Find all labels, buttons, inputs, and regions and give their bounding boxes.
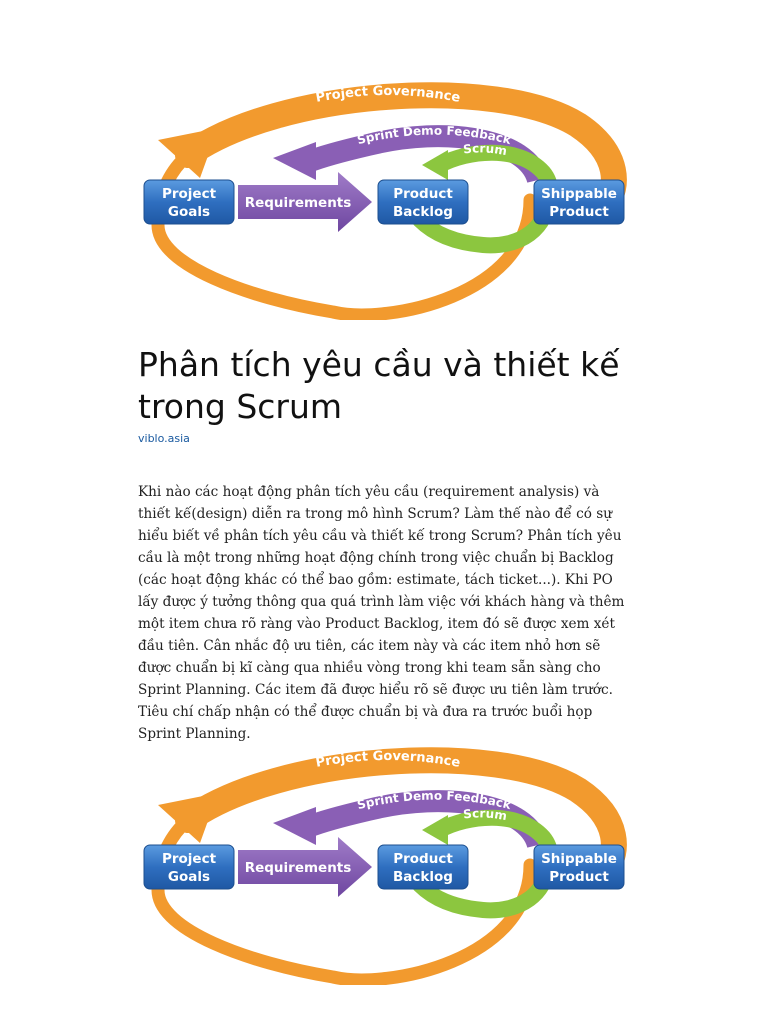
project-goals-box [144, 180, 234, 224]
project-goals-line1: Project [161, 186, 217, 202]
scrum-diagram-bottom [138, 745, 630, 985]
governance-label: Project Governance [314, 748, 462, 771]
requirements-label: Requirements [244, 860, 352, 876]
product-backlog-box [378, 845, 468, 889]
scrum-diagram-svg [138, 745, 630, 985]
project-goals-box [144, 845, 234, 889]
governance-label: Project Governance [314, 83, 462, 106]
scrum-label: Scrum [462, 806, 509, 824]
requirements-arrow [238, 837, 372, 897]
sprint-demo-feedback-label: Sprint Demo Feedback [355, 123, 513, 148]
shippable-product-line1: Shippable [541, 186, 617, 202]
project-goals-line2: Goals [167, 204, 211, 220]
shippable-product-line2: Product [549, 204, 609, 220]
source-link[interactable]: viblo.asia [138, 432, 190, 445]
shippable-product-line1: Shippable [541, 851, 617, 867]
shippable-product-box [534, 180, 624, 224]
product-backlog-line1: Product [393, 186, 453, 202]
article-body: Khi nào các hoạt động phân tích yêu cầu (requirement analysis) và thiết kế(design) diễn ra trong mô hình Scrum? Làm thế nào để có sự hiểu biết về phân tích yêu cầu và thiết kế trong Scrum? Phân tích yêu cầu là một trong những hoạt động chính trong việc chuẩn bị Backlog (các hoạt động khác có thể bao gồm: estimate, tách ticket...). Khi PO lấy được ý tưởng thông qua quá trình làm việc với khách hàng và thêm một item chưa rõ ràng vào Product Backlog, item đó sẽ được xem xét đầu tiên. Cân nhắc độ ưu tiên, các item này và các item nhỏ hơn sẽ được chuẩn bị kĩ càng qua nhiều vòng trong khi team sẵn sàng cho Sprint Planning. Các item đã được hiểu rõ sẽ được ưu tiên làm trước. Tiêu chí chấp nhận có thể được chuẩn bị và đưa ra trước buổi họp Sprint Planning. [138, 484, 625, 742]
product-backlog-line2: Backlog [393, 204, 453, 220]
sprint-demo-feedback-label: Sprint Demo Feedback [355, 788, 513, 813]
product-backlog-line1: Product [393, 851, 453, 867]
requirements-arrow [238, 172, 372, 232]
product-backlog-line2: Backlog [393, 869, 453, 885]
shippable-product-box [534, 845, 624, 889]
project-goals-line2: Goals [167, 869, 211, 885]
requirements-label: Requirements [244, 195, 352, 211]
shippable-product-line2: Product [549, 869, 609, 885]
article-title: Phân tích yêu cầu và thiết kế trong Scrum [138, 345, 620, 426]
scrum-diagram-top [138, 80, 630, 320]
scrum-diagram-svg [138, 80, 630, 320]
scrum-label: Scrum [462, 141, 509, 159]
product-backlog-box [378, 180, 468, 224]
project-goals-line1: Project [161, 851, 217, 867]
